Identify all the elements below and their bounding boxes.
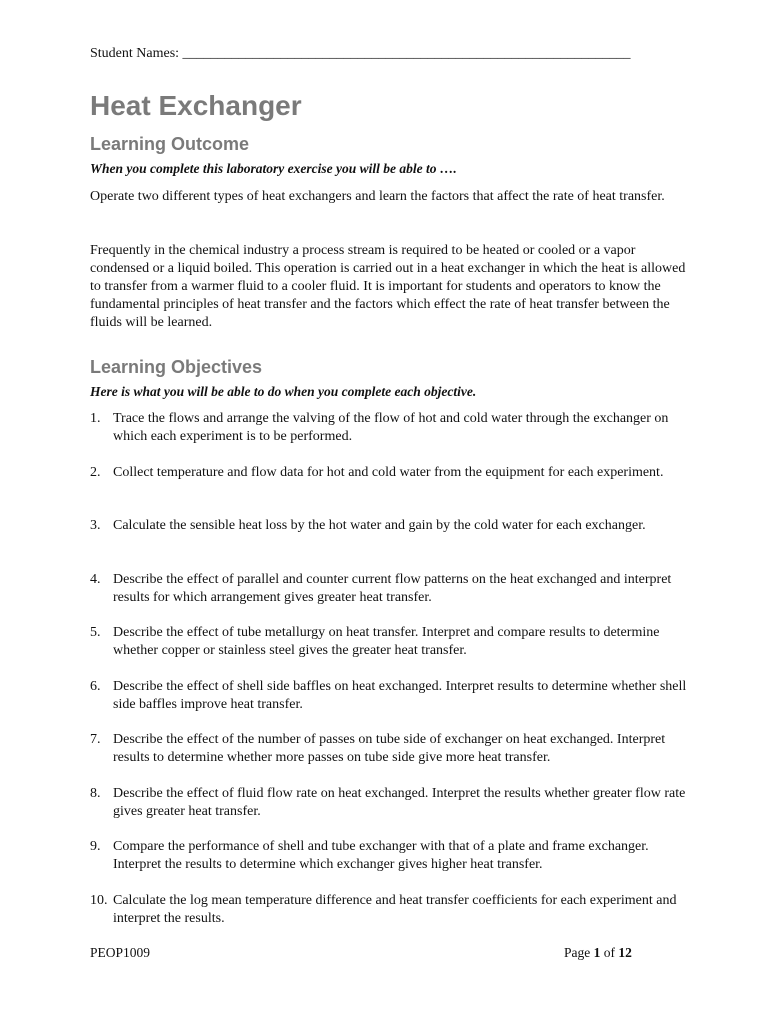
objective-text: Describe the effect of the number of passes on tube side of exchanger on heat exchanged. Interpret results to determine whether more passes on tube side give more heat transfer. [113, 732, 666, 765]
objective-item [90, 571, 690, 607]
page-title: Heat Exchanger [90, 90, 302, 121]
objective-text: Trace the flows and arrange the valving of the flow of hot and cold water through the exchanger on which each experiment is to be performed. [113, 411, 669, 444]
learning-objectives-lead: Here is what you will be able to do when you complete each objective. [90, 384, 477, 399]
objective-number: 2. [90, 464, 101, 480]
objective-item [90, 464, 690, 500]
objective-number: 3. [90, 518, 101, 533]
document-code: PEOP1009 [90, 945, 151, 960]
objective-number: 7. [90, 732, 101, 747]
objective-item [90, 785, 690, 821]
learning-outcome-heading: Learning Outcome [90, 134, 250, 154]
objective-item [90, 410, 690, 446]
objective-text: Collect temperature and flow data for hot and cold water from the equipment for each experiment. [113, 464, 664, 480]
outcome-paragraph-2: Frequently in the chemical industry a process stream is required to be heated or cooled or a vapor condensed or a liquid boiled. This operation is carried out in a heat exchanger in which the heat is allowed to transfer from a warmer fluid to a cooler fluid. It is important for students and operators to know the fundamental principles of heat transfer and the factors which effect the rate of heat transfer between the fluids will be learned. [90, 243, 686, 330]
page-current: 1 [593, 945, 601, 960]
objective-item [90, 678, 690, 714]
page-number [564, 945, 632, 961]
page-word: Page [564, 945, 591, 960]
objective-item [90, 892, 690, 928]
objective-number: 4. [90, 571, 101, 587]
objective-number: 6. [90, 678, 101, 694]
objective-number: 8. [90, 785, 101, 801]
objectives-list [90, 410, 690, 945]
learning-outcome-lead: When you complete this laboratory exercise you will be able to …. [90, 161, 457, 176]
objective-item [90, 624, 690, 660]
page-total: 12 [618, 945, 632, 960]
objective-text: Describe the effect of fluid flow rate on heat exchanged. Interpret the results whether greater flow rate gives greater heat transfer. [113, 785, 686, 819]
page-of: of [603, 945, 615, 960]
objective-item [90, 838, 690, 874]
objective-number: 1. [90, 411, 101, 426]
objective-text: Describe the effect of shell side baffles on heat exchanged. Interpret results to determine whether shell side baffles improve heat transfer. [113, 678, 687, 712]
objective-number: 10. [90, 892, 108, 908]
objective-text: Calculate the log mean temperature difference and heat transfer coefficients for each experiment and interpret the results. [113, 892, 677, 926]
objective-number: 5. [90, 625, 101, 640]
objective-text: Compare the performance of shell and tube exchanger with that of a plate and frame exchanger. Interpret the results to determine which exchanger gives higher heat transfer. [113, 839, 649, 872]
objective-number: 9. [90, 839, 101, 854]
outcome-paragraph-1: Operate two different types of heat exchangers and learn the factors that affect the rate of heat transfer. [90, 189, 665, 204]
objective-text: Calculate the sensible heat loss by the hot water and gain by the cold water for each exchanger. [113, 518, 646, 533]
student-names-line: Student Names: ________________________________________________________________ [90, 46, 631, 61]
objective-text: Describe the effect of parallel and counter current flow patterns on the heat exchanged and interpret results for which arrangement gives greater heat transfer. [113, 571, 672, 605]
learning-objectives-heading: Learning Objectives [90, 357, 263, 377]
objective-text: Describe the effect of tube metallurgy on heat transfer. Interpret and compare results to determine whether copper or stainless steel gives the greater heat transfer. [113, 625, 660, 658]
objective-item [90, 517, 690, 553]
objective-item [90, 731, 690, 767]
